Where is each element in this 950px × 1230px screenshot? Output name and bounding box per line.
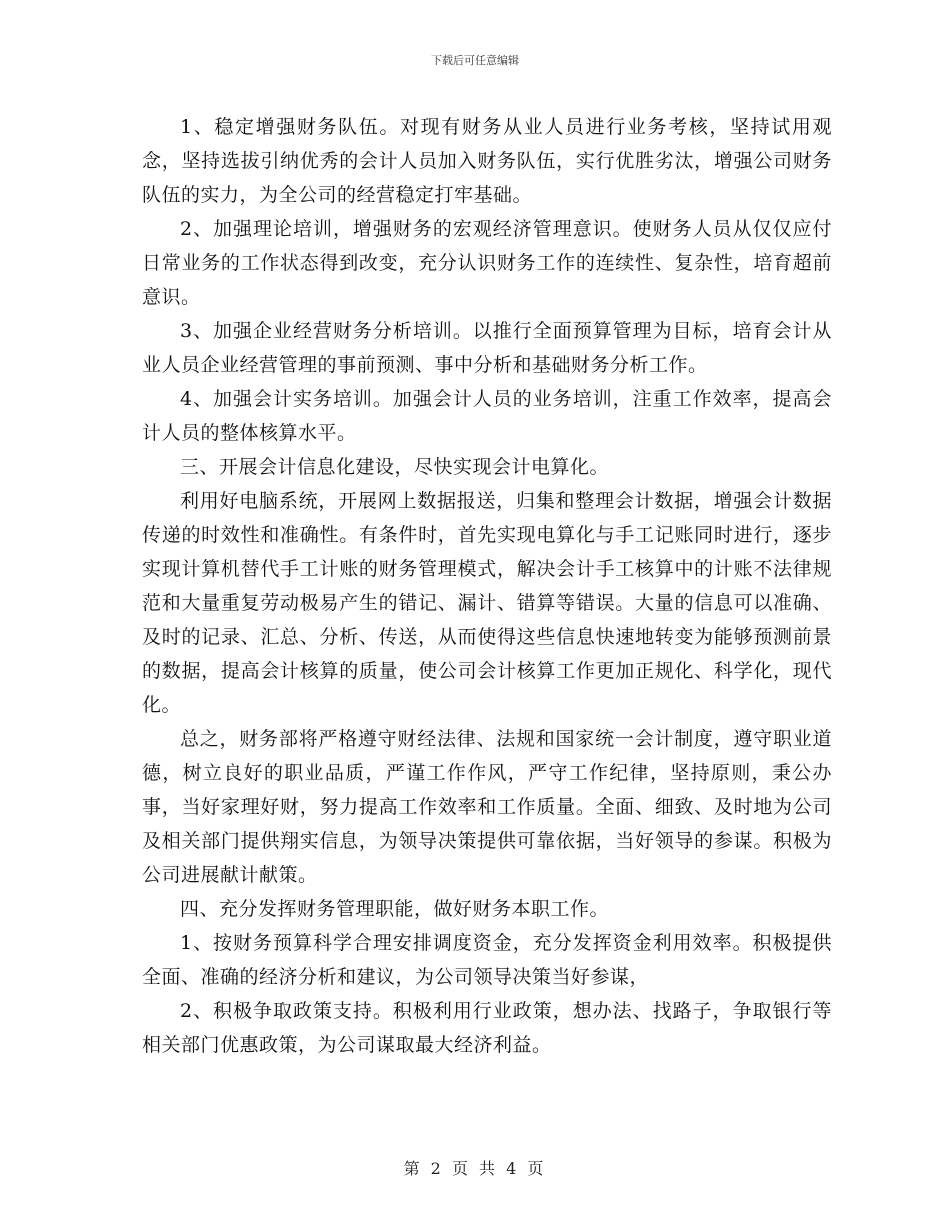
paragraph-3: 3、加强企业经营财务分析培训。以推行全面预算管理为目标，培育会计从业人员企业经营管理的事前预测、事中分析和基础财务分析工作。 xyxy=(142,320,832,376)
paragraph-8: 2、积极争取政策支持。积极利用行业政策，想办法、找路子，争取银行等相关部门优惠政策，为公司谋取最大经济利益。 xyxy=(142,1000,832,1056)
paragraph-7: 1、按财务预算科学合理安排调度资金，充分发挥资金利用效率。积极提供全面、准确的经济分析和建议，为公司领导决策当好参谋， xyxy=(142,932,832,988)
section-heading-4: 四、充分发挥财务管理职能，做好财务本职工作。 xyxy=(180,898,610,920)
paragraph-2: 2、加强理论培训，增强财务的宏观经济管理意识。使财务人员从仅仅应付日常业务的工作状态得到改变，充分认识财务工作的连续性、复杂性，培育超前意识。 xyxy=(142,218,832,308)
paragraph-6: 总之，财务部将严格遵守财经法律、法规和国家统一会计制度，遵守职业道德，树立良好的职业品质，严谨工作作风，严守工作纪律，坚持原则，秉公办事，当好家理好财，努力提高工作效率和工作质量。全面、细致、及时地为公司及相关部门提供翔实信息，为领导决策提供可靠依据，当好领导的参谋。积极为公司进展献计献策。 xyxy=(142,728,832,886)
page-number-footer: 第 2 页 共 4 页 xyxy=(403,1159,547,1178)
document-body xyxy=(142,110,832,1062)
paragraph-4: 4、加强会计实务培训。加强会计人员的业务培训，注重工作效率，提高会计人员的整体核算水平。 xyxy=(142,388,832,444)
paragraph-5: 利用好电脑系统，开展网上数据报送，归集和整理会计数据，增强会计数据传递的时效性和准确性。有条件时，首先实现电算化与手工记账同时进行，逐步实现计算机替代手工计账的财务管理模式，解决会计手工核算中的计账不法律规范和大量重复劳动极易产生的错记、漏计、错算等错误。大量的信息可以准确、及时的记录、汇总、分析、传送，从而使得这些信息快速地转变为能够预测前景的数据，提高会计核算的质量，使公司会计核算工作更加正规化、科学化，现代化。 xyxy=(142,490,832,716)
page-header: 下载后可任意编辑 xyxy=(431,54,519,67)
paragraph-1: 1、稳定增强财务队伍。对现有财务从业人员进行业务考核，坚持试用观念，坚持选拔引纳优秀的会计人员加入财务队伍，实行优胜劣汰，增强公司财务队伍的实力，为全公司的经营稳定打牢基础。 xyxy=(142,116,832,206)
section-heading-3: 三、开展会计信息化建设，尽快实现会计电算化。 xyxy=(180,456,610,478)
